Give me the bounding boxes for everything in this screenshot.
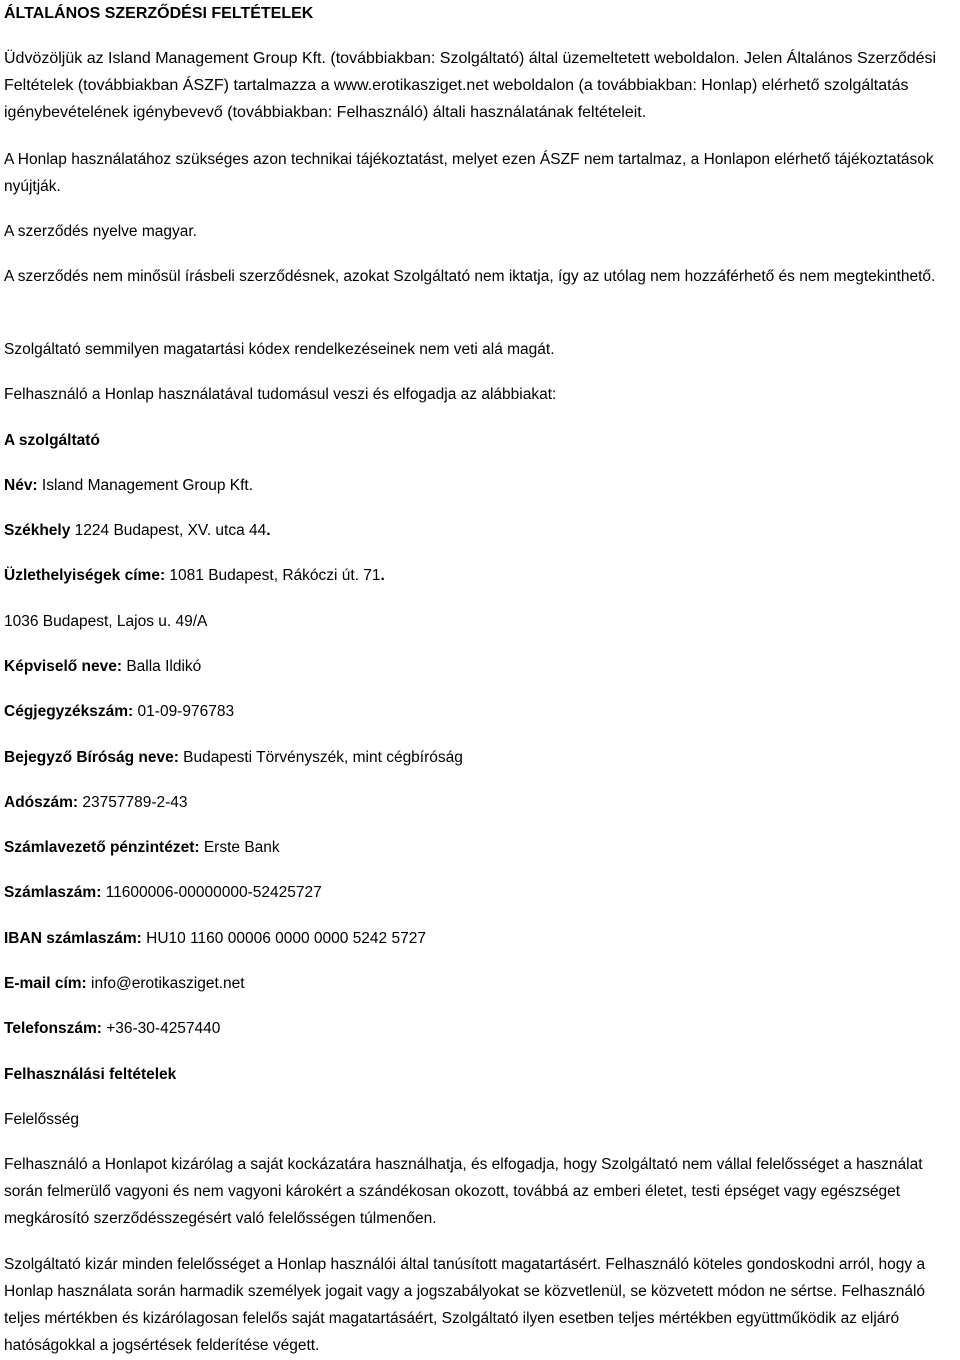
provider-seat-suffix: .: [266, 522, 271, 539]
provider-rep-line: [4, 653, 958, 680]
provider-name-value: Island Management Group Kft.: [37, 477, 254, 494]
technical-info-paragraph: A Honlap használatához szükséges azon technikai tájékoztatást, melyet ezen ÁSZF nem tartalmaz, a Honlapon elérhető tájékoztatások nyújtják.: [4, 151, 934, 195]
provider-name-label: Név:: [4, 477, 38, 494]
provider-bank-value: Erste Bank: [199, 839, 280, 856]
provider-rep-value: Balla Ildikó: [122, 658, 202, 675]
provider-iban-line: [4, 925, 958, 952]
provider-phone-line: [4, 1015, 958, 1042]
provider-shops-line: [4, 562, 958, 589]
provider-bank-label: Számlavezető pénzintézet:: [4, 839, 200, 856]
provider-phone-label: Telefonszám:: [4, 1020, 102, 1037]
provider-bank-line: [4, 834, 958, 861]
provider-seat-line: [4, 517, 958, 544]
provider-tax-value: 23757789-2-43: [78, 794, 188, 811]
provider-account-label: Számlaszám:: [4, 884, 102, 901]
code-of-conduct-paragraph: Szolgáltató semmilyen magatartási kódex rendelkezéseinek nem veti alá magát.: [4, 341, 555, 358]
not-written-paragraph: A szerződés nem minősül írásbeli szerződésnek, azokat Szolgáltató nem iktatja, így az utólag nem hozzáférhető és nem megtekinthető.: [4, 268, 936, 285]
provider-phone-value: +36-30-4257440: [101, 1020, 221, 1037]
language-paragraph: A szerződés nyelve magyar.: [4, 223, 197, 240]
provider-email-line: [4, 970, 958, 997]
usage-heading: Felhasználási feltételek: [4, 1066, 177, 1083]
provider-rep-label: Képviselő neve:: [4, 658, 123, 675]
acceptance-paragraph: Felhasználó a Honlap használatával tudomásul veszi és elfogadja az alábbiakat:: [4, 386, 557, 403]
provider-account-value: 11600006-00000000-52425727: [101, 884, 322, 901]
liability-paragraph-2: Szolgáltató kizár minden felelősséget a Honlap használói által tanúsított magatartásért. Felhasználó köteles gondoskodni arról, hogy a Honlap használata során harmadik személyek jogait vagy a jogszabályokat se közvetlenül, se közvetett módon ne sértse. Felhasználó teljes mértékben és kizárólagosan felelős saját magatartásáért, Szolgáltató ilyen esetben teljes mértékben együttműködik az eljáró hatóságokkal a jogsértések felderítése végett.: [4, 1256, 926, 1354]
liability-paragraph-1: Felhasználó a Honlapot kizárólag a saját kockázatára használhatja, és elfogadja, hogy Szolgáltató nem vállal felelősséget a használat során felmerülő vagyoni és nem vagyoni károkért a szándékosan okozott, továbbá az emberi életet, testi épséget vagy egészséget megkárosító szerződésszegésért való felelősségen túlmenően.: [4, 1156, 923, 1227]
provider-shops-label: Üzlethelyiségek címe:: [4, 567, 166, 584]
provider-reg-line: [4, 698, 958, 725]
provider-court-label: Bejegyző Bíróság neve:: [4, 749, 179, 766]
provider-heading: A szolgáltató: [4, 432, 100, 449]
provider-shops-suffix: .: [380, 567, 385, 584]
provider-tax-line: [4, 789, 958, 816]
provider-iban-label: IBAN számlaszám:: [4, 930, 142, 947]
provider-seat-label: Székhely: [4, 522, 71, 539]
provider-court-value: Budapesti Törvényszék, mint cégbíróság: [178, 749, 463, 766]
provider-court-line: [4, 744, 958, 771]
provider-account-line: [4, 879, 958, 906]
intro-paragraph: Üdvözöljük az Island Management Group Kft. (továbbiakban: Szolgáltató) által üzemeltetett weboldalon. Jelen Általános Szerződési Feltételek (továbbiakban ÁSZF) tartalmazza a www.erotikasziget.net weboldalon (a továbbiakban: Honlap) elérhető szolgáltatás igénybevételének igénybevevő (továbbiakban: Felhasználó) általi használatának feltételeit.: [4, 50, 937, 121]
provider-reg-value: 01-09-976783: [133, 703, 235, 720]
provider-shop2-line: 1036 Budapest, Lajos u. 49/A: [4, 613, 208, 630]
liability-subheading: Felelősség: [4, 1111, 79, 1128]
provider-email-label: E-mail cím:: [4, 975, 87, 992]
provider-email-value: info@erotikasziget.net: [86, 975, 245, 992]
provider-name-line: [4, 472, 958, 499]
provider-iban-value: HU10 1160 00006 0000 0000 5242 5727: [141, 930, 426, 947]
document-title: ÁLTALÁNOS SZERZŐDÉSI FELTÉTELEK: [4, 5, 314, 22]
provider-shops-value: 1081 Budapest, Rákóczi út. 71: [165, 567, 381, 584]
provider-tax-label: Adószám:: [4, 794, 79, 811]
provider-seat-value: 1224 Budapest, XV. utca 44: [70, 522, 267, 539]
provider-reg-label: Cégjegyzékszám:: [4, 703, 134, 720]
